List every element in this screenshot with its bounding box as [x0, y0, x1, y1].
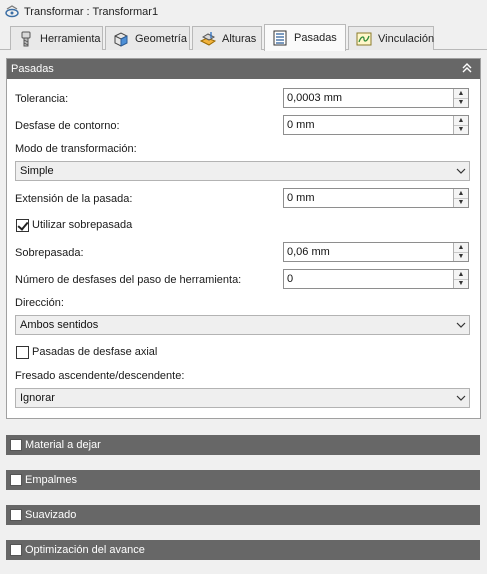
spin-up-icon[interactable]: ▲ [454, 243, 468, 253]
milling-dropdown[interactable] [15, 388, 470, 408]
spin-up-icon[interactable]: ▲ [454, 270, 468, 280]
tab-alturas[interactable] [192, 26, 262, 50]
transform-app-icon [4, 4, 20, 20]
tolerance-spinner[interactable] [453, 89, 468, 107]
contour-offset-label: Desfase de contorno: [15, 120, 120, 132]
tab-vinculacion[interactable] [348, 26, 434, 50]
chevron-down-icon [453, 316, 469, 334]
tab-pasadas[interactable] [264, 24, 346, 51]
passes-icon [271, 29, 289, 47]
passes-panel [6, 58, 481, 419]
axial-offset-checkbox[interactable] [16, 346, 29, 359]
tolerance-label: Tolerancia: [15, 93, 69, 105]
tab-herramienta[interactable] [10, 26, 103, 50]
spin-down-icon[interactable]: ▼ [457, 253, 465, 261]
transform-mode-label: Modo de transformación: [15, 143, 137, 155]
section-optimizacion-avance[interactable] [6, 540, 480, 560]
chevron-down-icon [453, 162, 469, 180]
spin-up-icon[interactable]: ▲ [454, 89, 468, 99]
tool-icon [17, 30, 35, 48]
overpass-value[interactable]: 0,06 mm [287, 246, 330, 258]
spin-down-icon[interactable]: ▼ [457, 280, 465, 288]
linking-icon [355, 30, 373, 48]
tool-offsets-field[interactable] [283, 269, 469, 289]
tab-label: Herramienta [40, 32, 101, 45]
tool-offsets-value[interactable]: 0 [287, 273, 294, 285]
spin-down-icon[interactable]: ▼ [457, 199, 465, 207]
passes-header[interactable] [7, 59, 480, 79]
tab-label: Pasadas [294, 32, 337, 44]
use-overpass-label: Utilizar sobrepasada [32, 219, 133, 231]
section-checkbox[interactable] [10, 439, 22, 451]
section-suavizado[interactable] [6, 505, 480, 525]
section-label: Suavizado [25, 509, 77, 521]
tab-geometria[interactable] [105, 26, 190, 50]
spin-up-icon[interactable]: ▲ [454, 116, 468, 126]
tolerance-value[interactable]: 0,0003 mm [287, 92, 343, 104]
section-checkbox[interactable] [10, 474, 22, 486]
direction-value: Ambos sentidos [20, 319, 99, 331]
collapse-up-icon[interactable] [460, 62, 474, 76]
spin-down-icon[interactable]: ▼ [457, 99, 465, 107]
tool-offsets-label: Número de desfases del paso de herramienta: [15, 274, 242, 286]
transform-mode-value: Simple [20, 165, 54, 177]
geometry-icon [112, 30, 130, 48]
axial-offset-label: Pasadas de desfase axial [32, 346, 158, 358]
pass-extension-spinner[interactable] [453, 189, 468, 207]
section-checkbox[interactable] [10, 509, 22, 521]
contour-offset-value[interactable]: 0 mm [287, 119, 315, 131]
tab-label: Alturas [222, 32, 257, 45]
tolerance-field[interactable] [283, 88, 469, 108]
milling-label: Fresado ascendente/descendente: [15, 370, 185, 382]
spin-up-icon[interactable]: ▲ [454, 189, 468, 199]
contour-offset-field[interactable] [283, 115, 469, 135]
direction-label: Dirección: [15, 297, 64, 309]
section-empalmes[interactable] [6, 470, 480, 490]
overpass-spinner[interactable] [453, 243, 468, 261]
overpass-label: Sobrepasada: [15, 247, 84, 259]
heights-icon [199, 30, 217, 48]
tool-offsets-spinner[interactable] [453, 270, 468, 288]
passes-header-label: Pasadas [11, 63, 54, 75]
contour-offset-spinner[interactable] [453, 116, 468, 134]
pass-extension-field[interactable] [283, 188, 469, 208]
window-title: Transformar : Transformar1 [24, 6, 159, 18]
section-label: Empalmes [25, 474, 77, 486]
spin-down-icon[interactable]: ▼ [457, 126, 465, 134]
direction-dropdown[interactable] [15, 315, 470, 335]
overpass-field[interactable] [283, 242, 469, 262]
pass-extension-label: Extensión de la pasada: [15, 193, 133, 205]
section-material-a-dejar[interactable] [6, 435, 480, 455]
section-label: Material a dejar [25, 439, 101, 451]
milling-value: Ignorar [20, 392, 55, 404]
section-label: Optimización del avance [25, 544, 145, 556]
tab-label: Geometría [135, 32, 187, 45]
section-checkbox[interactable] [10, 544, 22, 556]
tab-strip [0, 24, 487, 50]
pass-extension-value[interactable]: 0 mm [287, 192, 315, 204]
chevron-down-icon [453, 389, 469, 407]
use-overpass-checkbox[interactable] [16, 219, 29, 232]
title-bar [0, 0, 487, 24]
transform-mode-dropdown[interactable] [15, 161, 470, 181]
tab-label: Vinculación [378, 32, 435, 45]
